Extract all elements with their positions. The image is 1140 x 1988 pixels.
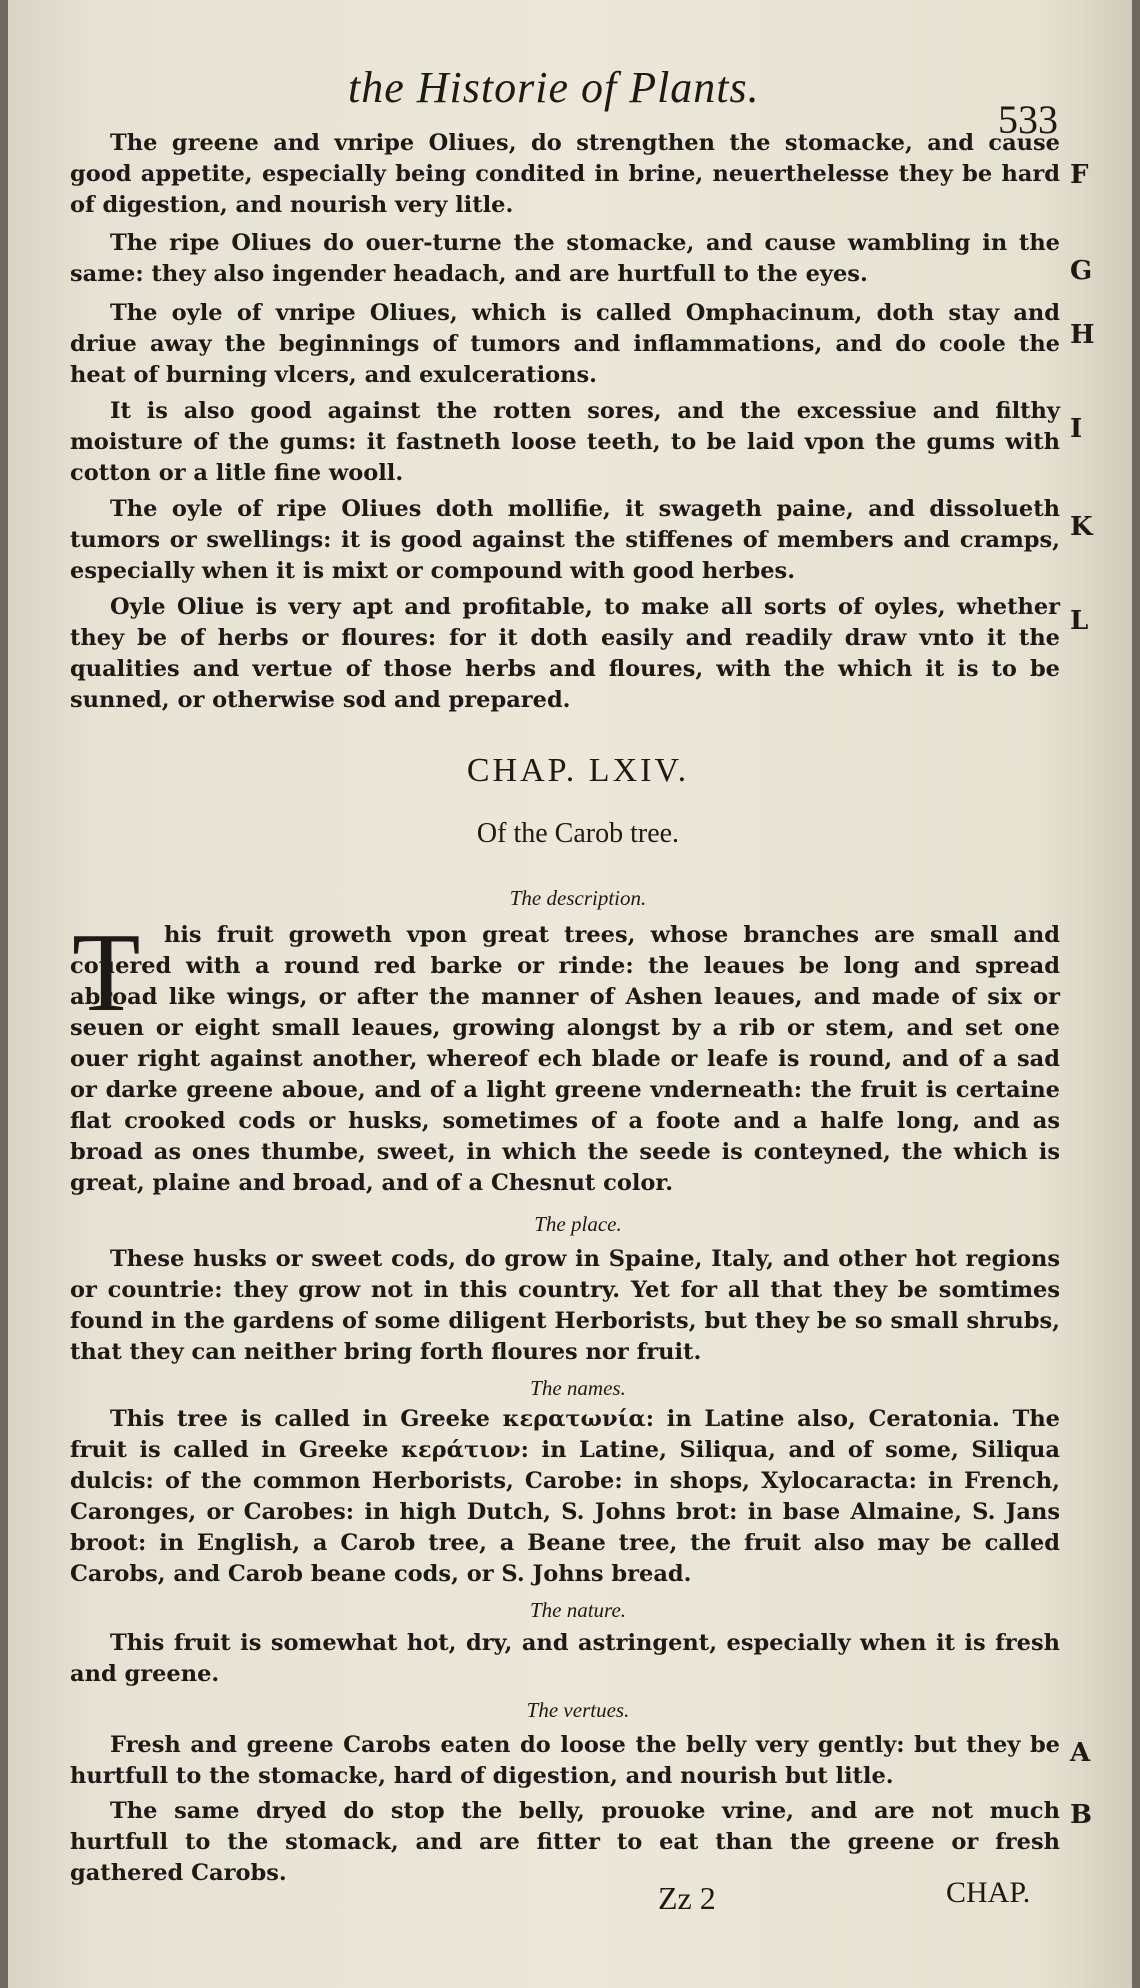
paragraph-ripe-olives: The ripe Oliues do ouer-turne the stomacke, and cause wambling in the same: they also ingender headach, and are hurtfull to the eyes. bbox=[70, 230, 1060, 287]
vertues-heading: The vertues. bbox=[526, 1698, 630, 1722]
place-text: These husks or sweet cods, do grow in Spaine, Italy, and other hot regions or countrie: they grow not in this country. Yet for all that they be somtimes found in the gardens of some diligent Herborists, but they be so small shrubs, that they can neither bring forth floures nor fruit. bbox=[70, 1246, 1060, 1365]
paragraph-green-olives: The greene and vnripe Oliues, do strengthen the stomacke, and cause good appetite, especially being condited in brine, neuerthelesse they be hard of digestion, and nourish very litle. bbox=[70, 130, 1060, 218]
chapter-title: Of the Carob tree. bbox=[476, 818, 680, 849]
description-heading: The description. bbox=[509, 886, 647, 910]
margin-letter-b: B bbox=[1070, 1800, 1092, 1830]
paragraph-gums: It is also good against the rotten sores, and the excessiue and filthy moisture of the gums: it fastneth loose teeth, to be laid vpon the gums with cotton or a litle fine wooll. bbox=[70, 398, 1060, 486]
margin-letter-l: L bbox=[1070, 606, 1089, 636]
page-number: 533 bbox=[998, 97, 1058, 142]
running-head: the Historie of Plants. bbox=[348, 63, 760, 112]
paragraph-oyle-oliue: Oyle Oliue is very apt and profitable, to make all sorts of oyles, whether they be of herbs or floures: for it doth easily and readily draw vnto it the qualities and vertue of those herbs and floures, with the which it is to be sunned, or otherwise sod and prepared. bbox=[70, 594, 1060, 713]
margin-letter-k: K bbox=[1070, 512, 1093, 542]
drop-cap: T bbox=[72, 911, 141, 1035]
nature-text: This fruit is somewhat hot, dry, and astringent, especially when it is fresh and greene. bbox=[70, 1630, 1060, 1687]
chapter-heading: CHAP. LXIV. bbox=[466, 752, 690, 789]
names-heading: The names. bbox=[530, 1376, 626, 1400]
margin-letter-a: A bbox=[1070, 1738, 1091, 1768]
book-page bbox=[8, 0, 1132, 1988]
vertue-dryed-carobs: The same dryed do stop the belly, prouoke vrine, and are not much hurtfull to the stomack, and are fitter to eat than the greene or fresh gathered Carobs. bbox=[70, 1798, 1060, 1886]
catchword: CHAP. bbox=[946, 1876, 1031, 1909]
margin-letter-i: I bbox=[1070, 414, 1083, 444]
margin-letter-h: H bbox=[1070, 320, 1095, 350]
place-heading: The place. bbox=[534, 1212, 622, 1236]
description-text: his fruit groweth vpon great trees, whose branches are small and couered with a round red barke or rinde: the leaues be long and spread abroad like wings, or after the manner of Ashen leaues, and made of six or seuen or eight small leaues, growing alongst by a rib or stem, and set one ouer right against another, whereof ech blade or leafe is round, and of a sad or darke greene aboue, and of a light greene vnderneath: the fruit is certaine flat crooked cods or husks, sometimes of a foote and a halfe long, and as broad as ones thumbe, sweet, in which the seede is conteyned, the which is great, plaine and broad, and of a Chesnut color. bbox=[70, 922, 1060, 1196]
paragraph-omphacinum: The oyle of vnripe Oliues, which is called Omphacinum, doth stay and driue away the beginnings of tumors and inflammations, and do coole the heat of burning vlcers, and exulcerations. bbox=[70, 300, 1060, 388]
signature-mark: Zz 2 bbox=[658, 1880, 716, 1916]
vertue-fresh-carobs: Fresh and greene Carobs eaten do loose the belly very gently: but they be hurtfull to the stomacke, hard of digestion, and nourish but litle. bbox=[70, 1732, 1060, 1789]
nature-heading: The nature. bbox=[529, 1598, 627, 1622]
names-text: This tree is called in Greeke κερατωνία: in Latine also, Ceratonia. The fruit is called in Greeke κεράτιον: in Latine, Siliqua, and of some, Siliqua dulcis: of the common Herborists, Carobe: in shops, Xylocaracta: in French, Caronges, or Carobes: in high Dutch, S. Johns brot: in base Almaine, S. Jans broot: in English, a Carob tree, a Beane tree, the fruit also may be called Carobs, and Carob beane cods, or S. Johns bread. bbox=[70, 1406, 1060, 1587]
margin-letter-f: F bbox=[1070, 160, 1089, 190]
paragraph-ripe-oyle: The oyle of ripe Oliues doth mollifie, it swageth paine, and dissolueth tumors or swellings: it is good against the stiffenes of members and cramps, especially when it is mixt or compound with good herbes. bbox=[70, 496, 1060, 584]
margin-letter-g: G bbox=[1070, 256, 1093, 286]
